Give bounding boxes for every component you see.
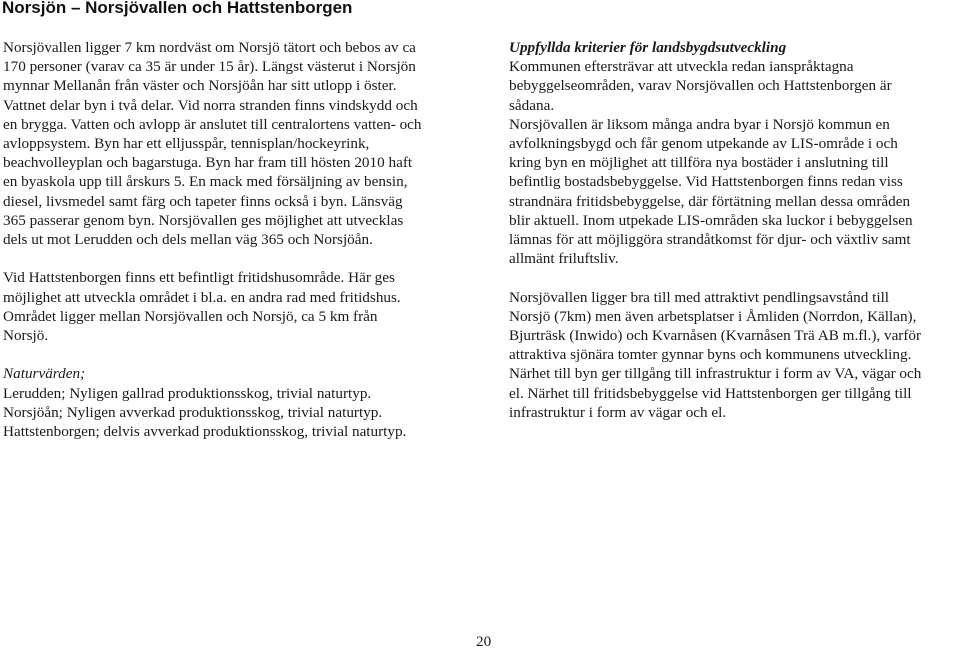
paragraph-spacer xyxy=(509,268,960,287)
criteria-heading: Uppfyllda kriterier för landsbygdsutveckling xyxy=(509,39,787,56)
left-column xyxy=(3,38,461,441)
left-paragraph-1 xyxy=(3,38,461,249)
text-line: beachvolleyplan och bagarstuga. Byn har fram till hösten 2010 haft xyxy=(3,154,413,172)
text-line: en byaskola upp till årskurs 5. En mack med försäljning av bensin, xyxy=(3,173,408,191)
text-line: Vid Hattstenborgen finns ett befintligt fritidshusområde. Här ges xyxy=(3,269,395,287)
text-line: Området ligger mellan Norsjövallen och Norsjö, ca 5 km från xyxy=(3,307,378,325)
text-line: 365 passerar genom byn. Norsjövallen ges möjlighet att utvecklas xyxy=(3,211,404,229)
text-line: el. Närhet till fritidsbebyggelse vid Hattstenborgen ger tillgång till xyxy=(509,384,912,402)
text-line: blir aktuell. Inom utpekade LIS-områden ska luckor i bebyggelsen xyxy=(509,211,913,229)
page-number: 20 xyxy=(476,633,492,650)
right-paragraph-1 xyxy=(509,57,960,115)
text-line: Norsjö. xyxy=(3,327,49,345)
text-line: Närhet till byn ger tillgång till infrastruktur i form av VA, vägar och xyxy=(509,365,922,383)
nature-item: Hattstenborgen; delvis avverkad produktionsskog, trivial naturtyp. xyxy=(3,423,407,441)
text-line: Kommunen eftersträvar att utveckla redan ianspråktagna xyxy=(509,58,854,76)
text-line: bebyggelseområden, varav Norsjövallen och Hattstenborgen är xyxy=(509,77,892,95)
text-line: attraktiva sjönära tomter gynnar byns och kommunens utveckling. xyxy=(509,346,912,364)
text-line: Vattnet delar byn i två delar. Vid norra stranden finns vindskydd och xyxy=(3,96,418,114)
right-paragraph-2 xyxy=(509,115,960,269)
text-line: avloppsystem. Byn har ett elljusspår, tennisplan/hockeyrink, xyxy=(3,135,370,153)
text-line: diesel, livsmedel samt färg och tapeter finns också i byn. Länsväg xyxy=(3,192,403,210)
text-line: strandnära fritidsbebyggelse, där förtätning mellan dessa områden xyxy=(509,192,911,210)
nature-item: Lerudden; Nyligen gallrad produktionsskog, trivial naturtyp. xyxy=(3,384,372,402)
text-line: Norsjövallen ligger 7 km nordväst om Norsjö tätort och bebos av ca xyxy=(3,39,416,56)
text-line: kring byn en möjlighet att tillföra nya bostäder i anslutning till xyxy=(509,154,889,172)
text-line: lämnas för att möjliggöra strandåtkomst för djur- och växtliv samt xyxy=(509,231,911,249)
text-line: Norsjö (7km) men även arbetsplatser i Åmliden (Norrdon, Källan), xyxy=(509,307,917,325)
text-line: mynnar Mellanån från väster och Norsjöån har sitt utlopp i öster. xyxy=(3,77,397,95)
text-line: Norsjövallen är liksom många andra byar i Norsjö kommun en xyxy=(509,115,890,133)
page-title: Norsjön – Norsjövallen och Hattstenborgen xyxy=(2,0,353,17)
text-line: en brygga. Vatten och avlopp är anslutet till centralortens vatten- och xyxy=(3,115,422,133)
text-line: Bjurträsk (Inwido) och Kvarnåsen (Kvarnåsen Trä AB m.fl.), varför xyxy=(509,327,922,345)
text-line: sådana. xyxy=(509,96,555,114)
text-line: 170 personer (varav ca 35 är under 15 år). Längst västerut i Norsjön xyxy=(3,58,416,76)
nature-list xyxy=(3,384,461,442)
paragraph-spacer xyxy=(3,345,461,364)
text-line: Norsjövallen ligger bra till med attraktivt pendlingsavstånd till xyxy=(509,288,890,306)
right-paragraph-3 xyxy=(509,288,960,422)
text-line: befintlig bostadsbebyggelse. Vid Hattstenborgen finns redan viss xyxy=(509,173,903,191)
text-line: infrastruktur i form av vägar och el. xyxy=(509,403,727,421)
right-column xyxy=(509,38,960,422)
text-line: dels ut mot Lerudden och dels mellan väg 365 och Norsjöån. xyxy=(3,231,373,249)
nature-heading: Naturvärden; xyxy=(3,365,86,383)
nature-item: Norsjöån; Nyligen avverkad produktionsskog, trivial naturtyp. xyxy=(3,403,383,421)
paragraph-spacer xyxy=(3,249,461,268)
text-line: avfolkningsbygd och får genom utpekande av LIS-område i och xyxy=(509,135,898,153)
text-line: möjlighet att utveckla området i bl.a. en andra rad med fritidshus. xyxy=(3,288,401,306)
left-paragraph-2 xyxy=(3,268,461,345)
text-line: allmänt friluftsliv. xyxy=(509,250,619,268)
